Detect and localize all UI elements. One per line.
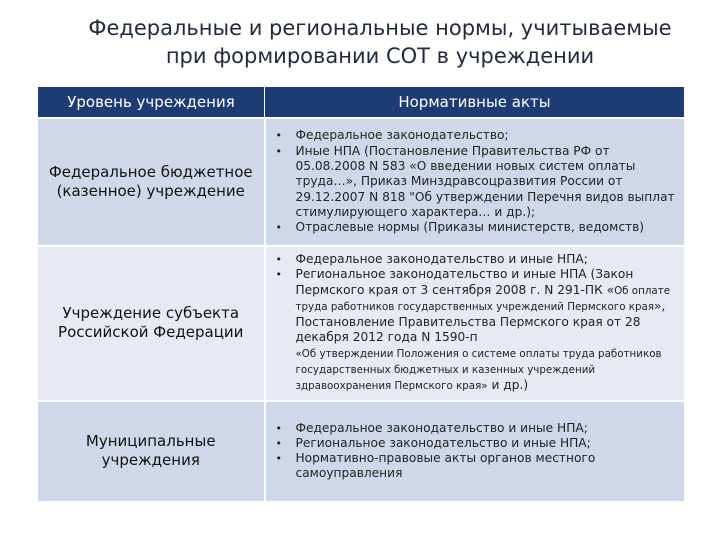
list-item: • Федеральное законодательство; bbox=[274, 128, 679, 143]
list-item: • Иные НПА (Постановление Правительства РФ от 05.08.2008 N 583 «О введении новых систем оплаты труда…», Приказ Минздравсоцразвития России от 29.12.2007 N 818 "Об утверждении Перечня видов выплат стимулирующего характера… и др.); bbox=[274, 144, 679, 220]
list-item: • Отраслевые нормы (Приказы министерств, ведомств) bbox=[274, 220, 679, 235]
list-item: • Нормативно-правовые акты органов местного самоуправления bbox=[274, 451, 679, 482]
slide-title bbox=[40, 14, 720, 70]
table-row bbox=[38, 401, 684, 501]
regional-etc: и др.) bbox=[487, 378, 529, 393]
header-acts: Нормативные акты bbox=[265, 87, 685, 118]
title-line-2: при формировании СОТ в учреждении bbox=[165, 44, 595, 68]
regional-decree-title: «Об утверждении Положения о системе оплаты труда работников государственных бюджетных и казенных учреждений здравоохранения Пермского края» bbox=[295, 347, 662, 393]
table-row bbox=[38, 246, 684, 401]
list-item: • Федеральное законодательство и иные НПА; bbox=[274, 252, 679, 267]
header-level: Уровень учреждения bbox=[38, 87, 265, 118]
acts-regional bbox=[265, 246, 685, 401]
table-header-row bbox=[38, 87, 684, 118]
level-regional: Учреждение субъекта Российской Федерации bbox=[38, 246, 265, 401]
acts-municipal bbox=[265, 401, 685, 501]
level-municipal: Муниципальные учреждения bbox=[38, 401, 265, 501]
list-item: • Региональное законодательство и иные НПА; bbox=[274, 436, 679, 451]
list-item bbox=[274, 267, 679, 394]
norms-table bbox=[38, 87, 684, 501]
list-item: • Федеральное законодательство и иные НПА; bbox=[274, 421, 679, 436]
regional-law-title: Об оплате труда работников государственных учреждений Пермского края bbox=[295, 284, 671, 313]
title-line-1: Федеральные и региональные нормы, учитываемые bbox=[88, 16, 672, 40]
acts-federal bbox=[265, 118, 685, 246]
regional-decree-text: », Постановление Правительства Пермского края от 28 декабря 2012 года N 1590-п bbox=[295, 298, 666, 345]
regional-law-text: Региональное законодательство и иные НПА (Закон Пермского края от 3 сентября 2008 г. N 291-ПК « bbox=[295, 267, 634, 297]
level-federal: Федеральное бюджетное (казенное) учреждение bbox=[38, 118, 265, 246]
table-row bbox=[38, 118, 684, 246]
